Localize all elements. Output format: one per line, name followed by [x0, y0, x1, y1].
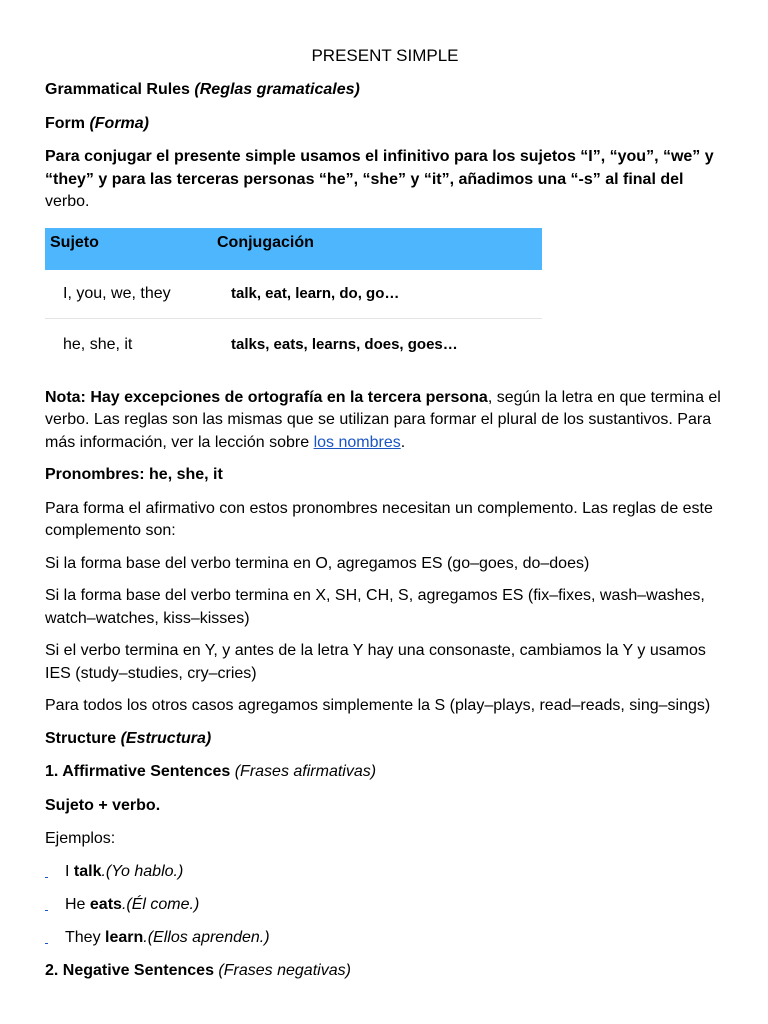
affirmative-heading	[45, 761, 725, 784]
note-text: , según la letra en que termina el verbo. Las reglas son las mismas que se utilizan para formar el plural de los sustantivos. Para más información, ver la lección sobre	[45, 388, 721, 451]
rules-paragraph: Para forma el afirmativo con estos pronombres necesitan un complemento. Las reglas de este complemento son:	[45, 499, 713, 539]
example-item: I talk.(Yo hablo.)	[45, 861, 725, 883]
document-page	[45, 45, 725, 993]
example-verb: talk	[73, 862, 102, 880]
bullet-icon	[45, 943, 48, 944]
grammatical-rules-heading	[45, 79, 725, 102]
note-bold-text: Nota: Hay excepciones de ortografía en la tercera persona	[45, 388, 488, 406]
structure-translation: (Estructura)	[120, 729, 212, 747]
pronouns-heading: Pronombres: he, she, it	[45, 466, 223, 483]
note-paragraph	[45, 387, 725, 455]
negative-heading	[45, 960, 725, 983]
example-verb: learn	[105, 928, 144, 946]
grammatical-rules-translation: (Reglas gramaticales)	[194, 81, 360, 98]
rule-other-paragraph: Para todos los otros casos agregamos simplemente la S (play–plays, read–reads, sing–sings)	[45, 697, 711, 714]
affirmative-label: 1. Affirmative Sentences	[45, 763, 231, 780]
examples-label: Ejemplos:	[45, 830, 116, 847]
intro-end-text: verbo.	[45, 193, 90, 210]
conjugation-table	[45, 228, 542, 371]
grammatical-rules-label: Grammatical Rules	[45, 81, 190, 98]
subject-cell: I, you, we, they	[45, 270, 217, 319]
rule-x-paragraph: Si la forma base del verbo termina en X, SH, CH, S, agregamos ES (fix–fixes, wash–washes, watch–watches, kiss–kisses)	[45, 587, 705, 627]
table-row	[45, 270, 542, 319]
subject-cell: he, she, it	[63, 335, 133, 353]
example-translation: .(Ellos aprenden.)	[143, 928, 270, 946]
negative-translation: (Frases negativas)	[218, 961, 351, 979]
example-item: They learn.(Ellos aprenden.)	[45, 927, 725, 949]
bullet-icon	[45, 877, 48, 878]
structure-label: Structure	[45, 729, 117, 747]
form-label: Form	[45, 114, 85, 132]
table-row	[45, 318, 542, 371]
header-conjugation: Conjugación	[217, 228, 542, 270]
note-end: .	[400, 433, 406, 451]
table-header-row	[45, 228, 542, 270]
affirmative-translation: (Frases afirmativas)	[234, 763, 377, 780]
formula-text: Sujeto + verbo.	[45, 796, 161, 814]
rule-y-paragraph: Si el verbo termina en Y, y antes de la letra Y hay una consonaste, cambiamos la Y y usamos IES (study–studies, cry–cries)	[45, 642, 706, 682]
negative-label: 2. Negative Sentences	[45, 961, 214, 979]
intro-bold-text: Para conjugar el presente simple usamos el infinitivo para los sujetos “I”, “you”, “we” y “they” y para las terceras personas “he”, “she” y “it”, añadimos una “-s” al final del	[45, 148, 714, 188]
form-translation: (Forma)	[89, 114, 150, 132]
page-title: PRESENT SIMPLE	[311, 46, 459, 65]
example-translation: .(Él come.)	[121, 895, 200, 913]
example-verb: eats	[89, 895, 122, 913]
bullet-icon	[45, 910, 48, 911]
conjugation-cell: talks, eats, learns, does, goes…	[231, 336, 458, 353]
example-translation: .(Yo hablo.)	[101, 862, 184, 880]
form-heading	[45, 113, 725, 136]
los-nombres-link[interactable]: los nombres	[313, 433, 401, 451]
example-item: He eats.(Él come.)	[45, 894, 725, 916]
rule-o-paragraph: Si la forma base del verbo termina en O, agregamos ES (go–goes, do–does)	[45, 554, 590, 572]
conjugation-cell: talk, eat, learn, do, go…	[217, 270, 542, 319]
header-subject: Sujeto	[45, 228, 217, 270]
structure-heading	[45, 728, 725, 751]
intro-paragraph	[45, 146, 725, 214]
